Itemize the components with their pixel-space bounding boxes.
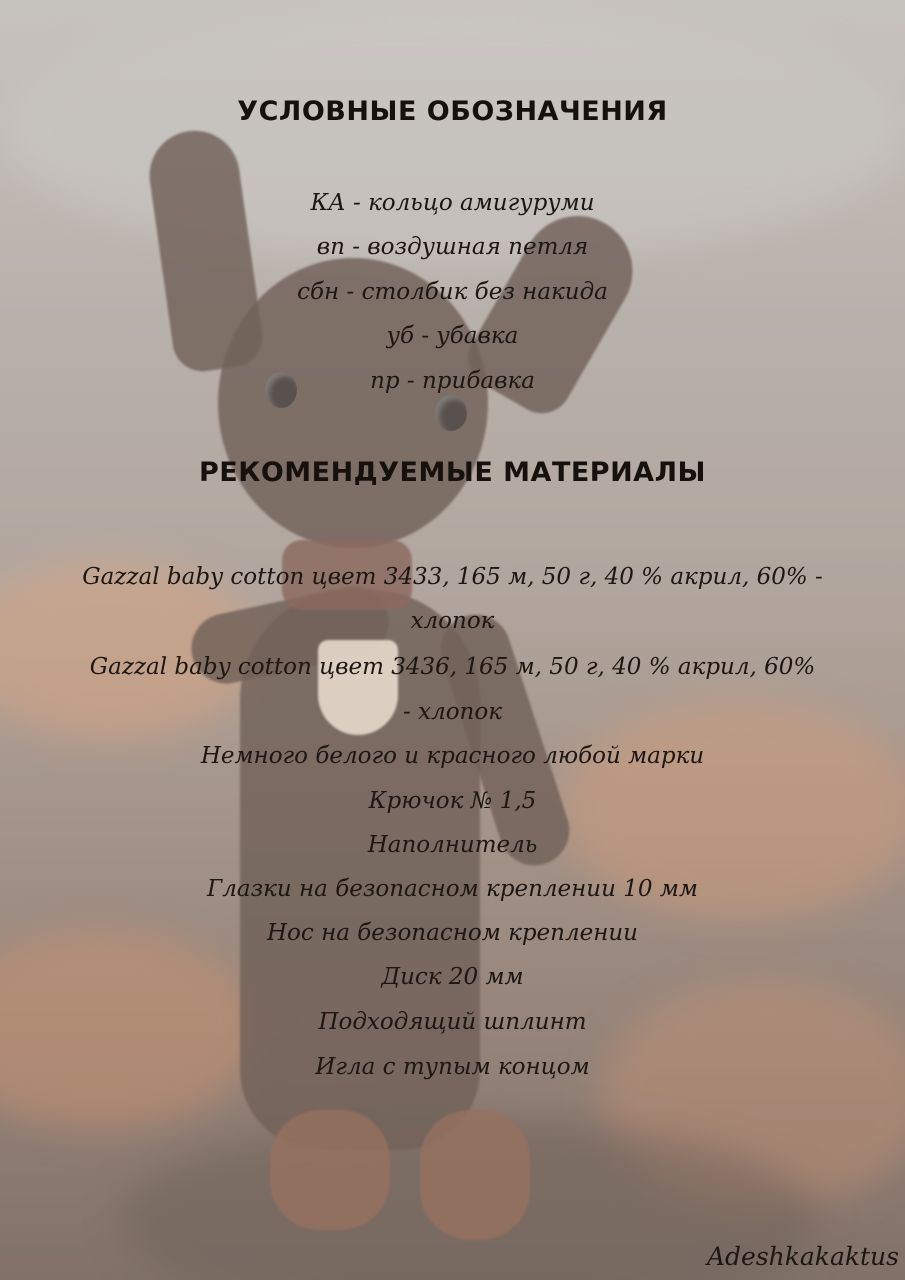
material-line: Диск 20 мм: [381, 964, 524, 990]
material-line: Игла с тупым концом: [315, 1054, 590, 1080]
material-line: Gazzal baby cotton цвет 3436, 165 м, 50 г, 40 % акрил, 60%: [89, 654, 816, 680]
author-signature: Adeshkakaktus: [706, 1242, 899, 1271]
materials-heading: РЕКОМЕНДУЕМЫЕ МАТЕРИАЛЫ: [199, 457, 706, 488]
legend-item: уб - убавка: [386, 323, 519, 349]
material-line: Нос на безопасном креплении: [266, 920, 638, 946]
material-line: Глазки на безопасном креплении 10 мм: [207, 876, 698, 902]
material-line: Подходящий шплинт: [318, 1009, 587, 1035]
material-line: хлопок: [410, 608, 495, 634]
legend-item: сбн - столбик без накида: [297, 279, 608, 305]
legend-heading: УСЛОВНЫЕ ОБОЗНАЧЕНИЯ: [237, 96, 668, 127]
material-line: - хлопок: [403, 699, 502, 725]
material-line: Немного белого и красного любой марки: [200, 743, 705, 769]
material-line: Наполнитель: [367, 832, 538, 858]
legend-item: вп - воздушная петля: [316, 234, 589, 260]
material-line: Крючок № 1,5: [368, 788, 537, 814]
legend-item: пр - прибавка: [370, 368, 535, 394]
legend-item: КА - кольцо амигуруми: [310, 190, 595, 216]
material-line: Gazzal baby cotton цвет 3433, 165 м, 50 г, 40 % акрил, 60% -: [82, 564, 823, 590]
